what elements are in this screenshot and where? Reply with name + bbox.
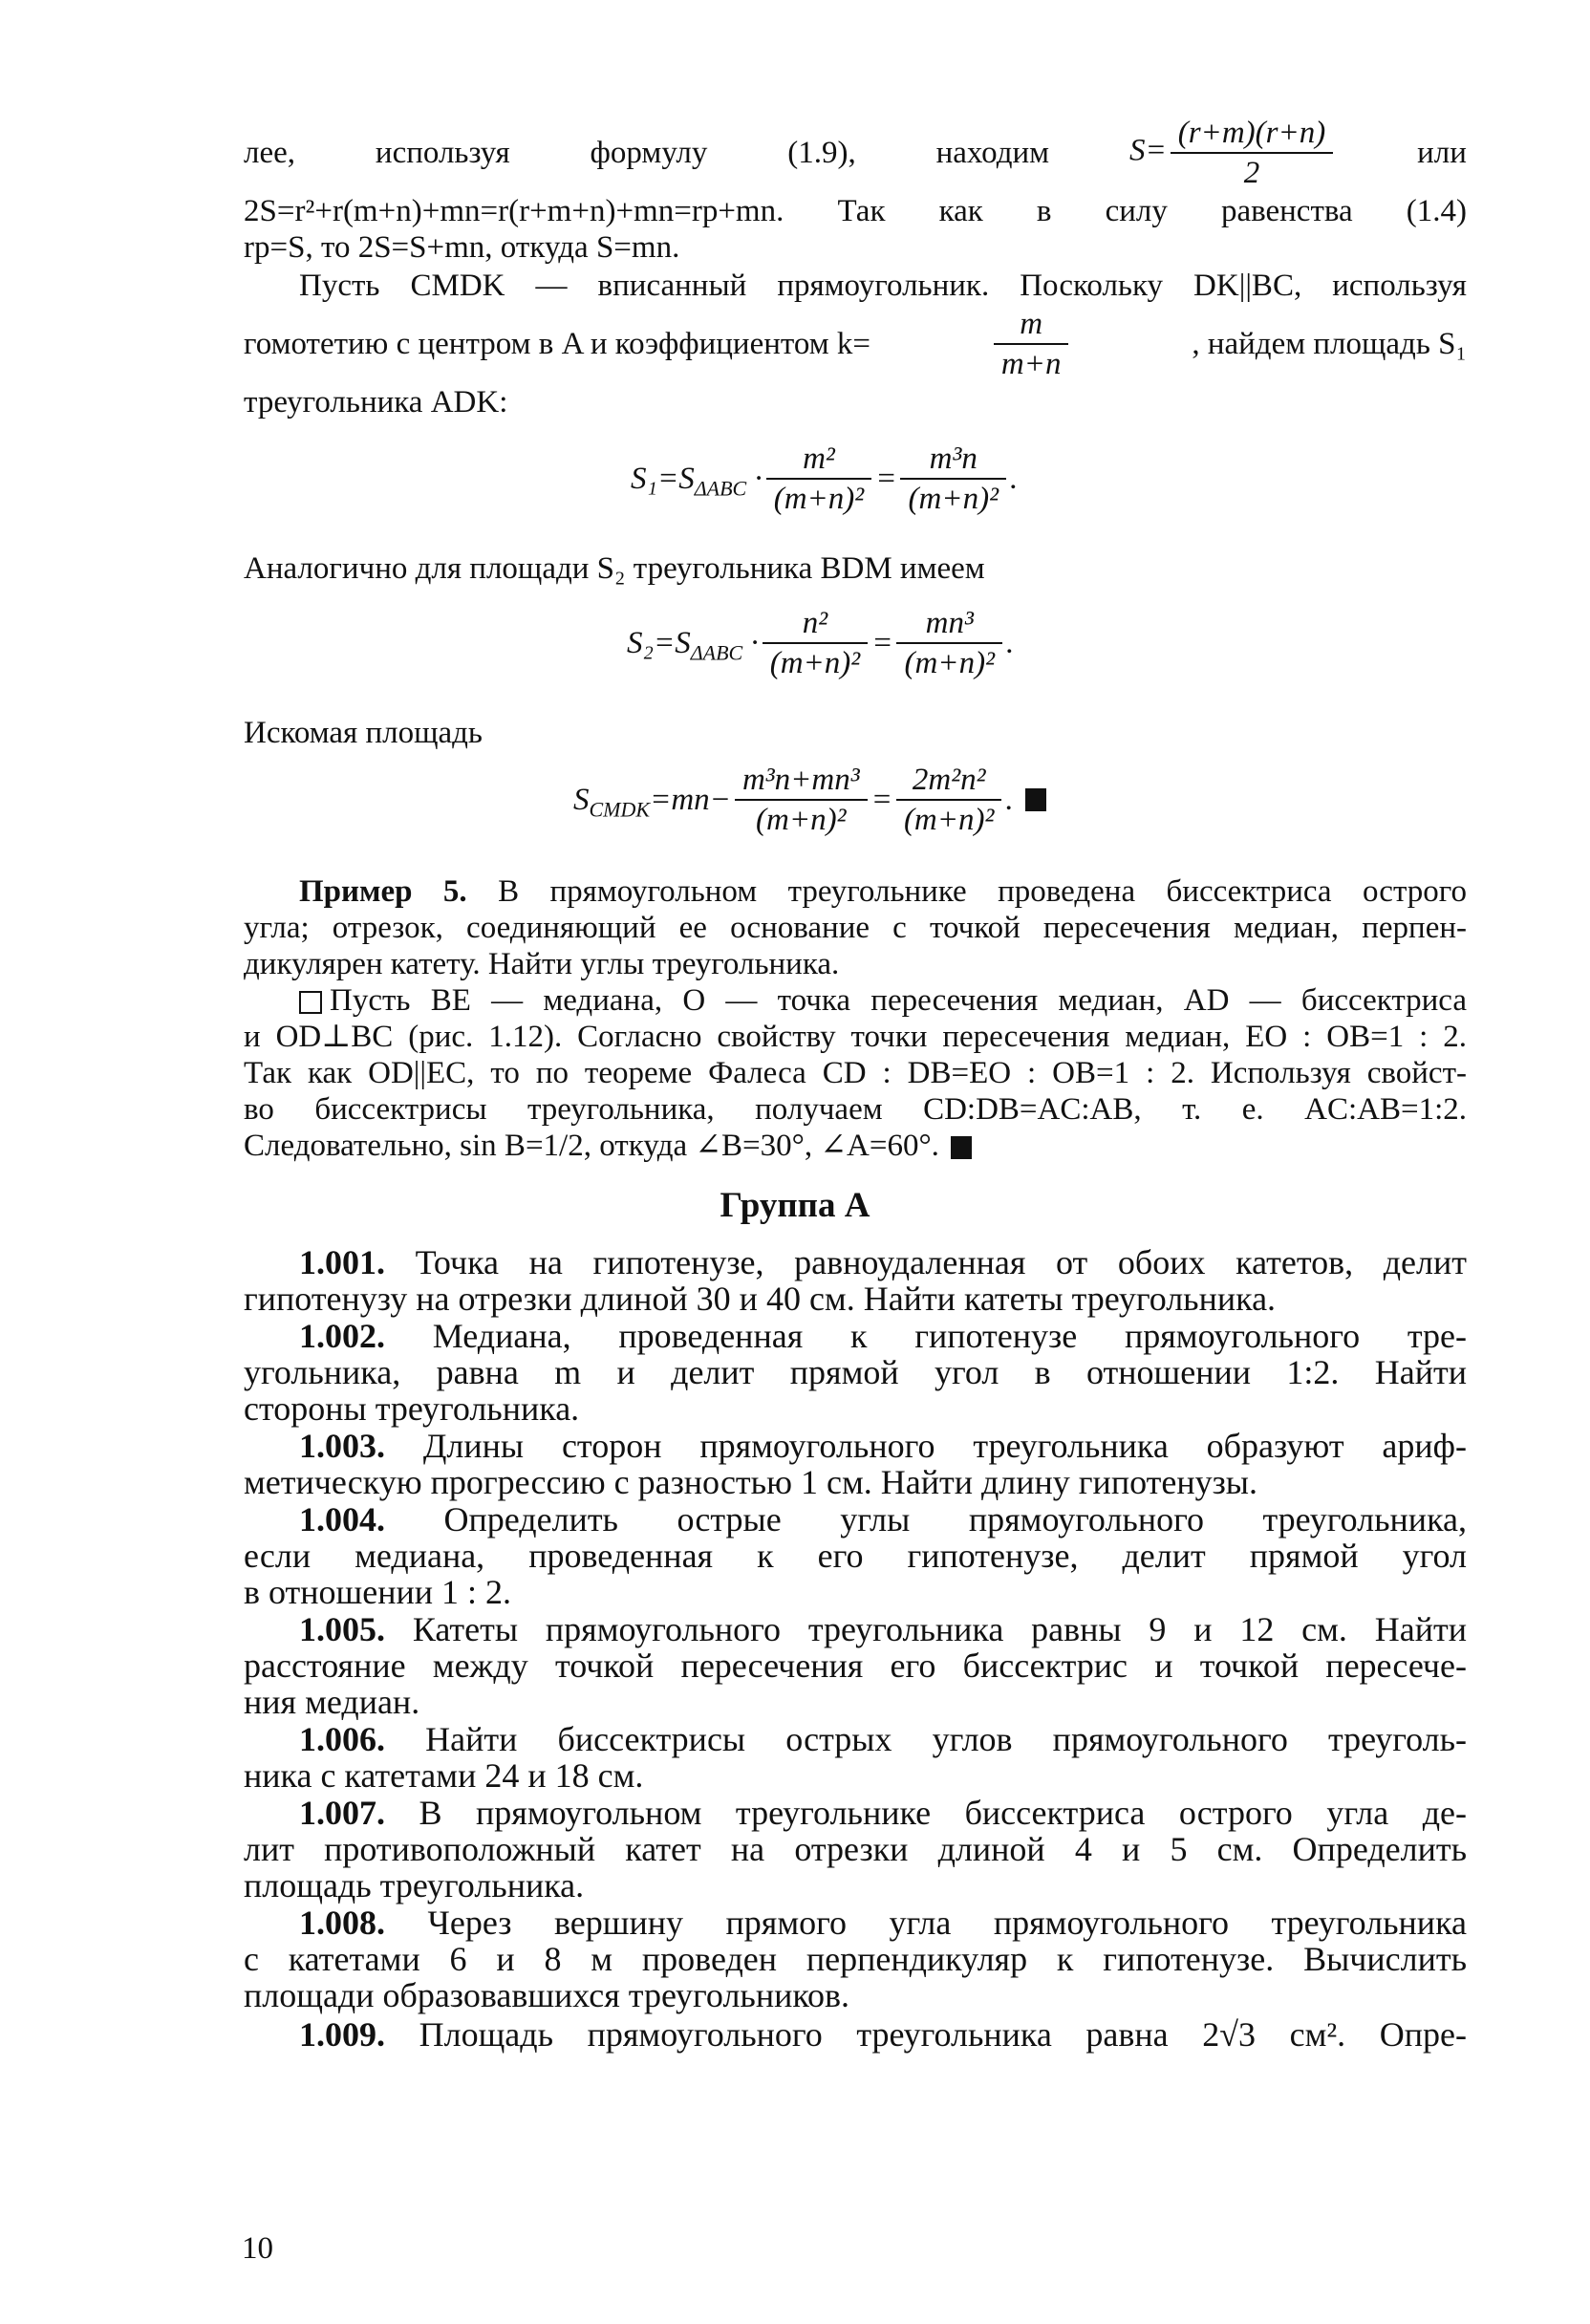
fraction-numerator: mn³ — [896, 604, 1001, 644]
intro-word: формулу — [590, 136, 708, 170]
formula-lhs-rest: =mn− — [650, 782, 731, 817]
intro-paragraph — [244, 113, 1467, 266]
fraction-denominator: m+n — [1000, 347, 1062, 381]
problem-text: Длины сторон прямоугольного треугольника образуют ариф- — [385, 1427, 1467, 1465]
solution-start-square-icon — [299, 991, 322, 1014]
rect-line-1: Пусть CMDK — вписанный прямоугольник. Поскольку DK||BC, используя — [299, 269, 1467, 303]
formula-s2: $S_2=S_{\Delta ABC}$ · $\frac{\text{n²}}{\text{(m+n)²}}$ = $\frac{\text{mn³}}{\text{(m+n)²}}$ . — [627, 606, 1015, 680]
problem-line — [244, 1795, 1467, 1831]
fraction-denominator: (m+n)² — [769, 646, 861, 680]
fraction-numerator: m — [994, 305, 1069, 345]
rect-line-2-end: , найдем площадь S₁ — [1192, 327, 1467, 361]
sought-line — [244, 715, 1467, 751]
problem-line: лит противоположный катет на отрезки длиной 4 и 5 см. Определить — [244, 1830, 1467, 1868]
fraction-denominator: (m+n)² — [904, 646, 995, 680]
problem-line: ния медиан. — [244, 1683, 420, 1721]
example5-line-1 — [244, 873, 1467, 910]
solution5-line-1 — [244, 982, 1467, 1019]
rect-line-2 — [244, 304, 1467, 384]
problem-text: Через вершину прямого угла прямоугольного треугольника — [385, 1904, 1467, 1942]
formula-s-lhs: S= — [1128, 133, 1167, 168]
intro-word: находим — [935, 136, 1050, 170]
problem-number: 1.001. — [299, 1243, 385, 1281]
formula-subscript: ΔABC — [690, 640, 743, 665]
problem-1-009 — [244, 2016, 1467, 2053]
problem-text: Найти биссектрисы острых углов прямоугольного треуголь- — [385, 1720, 1467, 1758]
solution5-line-3: Так как OD||EC, то по теореме Фалеса CD : DB=EO : OB=1 : 2. Используя свойст- — [244, 1056, 1467, 1090]
page-number: 10 — [242, 2231, 273, 2266]
intro-line-3: rp=S, то 2S=S+mn, откуда S=mn. — [244, 230, 680, 265]
problem-line: расстояние между точкой пересечения его биссектрис и точкой пересече- — [244, 1646, 1467, 1685]
problem-number: 1.004. — [299, 1500, 385, 1539]
problem-line: в отношении 1 : 2. — [244, 1573, 512, 1611]
problem-1-005 — [244, 1611, 1467, 1720]
problem-number: 1.006. — [299, 1720, 385, 1758]
rect-line-2-start: гомотетию с центром в A и коэффициентом k= — [244, 327, 870, 361]
problem-text: Площадь прямоугольного треугольника равна 2√3 см². Опре- — [385, 2015, 1467, 2054]
rect-line-3: треугольника ADK: — [244, 385, 508, 420]
solution5-line-4: во биссектрисы треугольника, получаем CD:DB=AC:AB, т. е. AC:AB=1:2. — [244, 1092, 1467, 1127]
example-text: В прямоугольном треугольнике проведена биссектриса острого — [466, 874, 1467, 909]
fraction-numerator: (r+m)(r+n) — [1171, 114, 1334, 154]
problem-line — [244, 1318, 1467, 1354]
problem-1-003 — [244, 1428, 1467, 1500]
rectangle-paragraph — [244, 268, 1467, 420]
formula-subscript: ΔABC — [694, 476, 747, 501]
fraction-denominator: 2 — [1243, 156, 1260, 190]
problem-line: если медиана, проведенная к его гипотенузе, делит прямой угол — [244, 1537, 1467, 1575]
formula-lhs: S₂=S — [627, 625, 691, 660]
problem-line — [244, 1244, 1467, 1280]
problem-line — [244, 1721, 1467, 1757]
problem-1-007 — [244, 1795, 1467, 1904]
intro-word: (1.9), — [787, 136, 856, 170]
solution5-line-2: и OD⊥BC (рис. 1.12). Согласно свойству точки пересечения медиан, EO : OB=1 : 2. — [244, 1020, 1467, 1054]
problem-number: 1.005. — [299, 1610, 385, 1648]
problem-1-001 — [244, 1244, 1467, 1317]
problem-number: 1.008. — [299, 1904, 385, 1942]
formula-s-fraction — [1129, 114, 1337, 192]
problem-1-004 — [244, 1501, 1467, 1610]
problem-number: 1.003. — [299, 1427, 385, 1465]
problem-line: стороны треугольника. — [244, 1389, 580, 1428]
fraction-denominator: (m+n)² — [773, 482, 865, 516]
problem-1-008 — [244, 1904, 1467, 2013]
problem-number: 1.002. — [299, 1317, 385, 1355]
fraction-numerator: 2m²n² — [896, 761, 1001, 801]
fraction-denominator: (m+n)² — [908, 482, 999, 516]
problem-line: площадь треугольника. — [244, 1866, 585, 1904]
intro-line-2: 2S=r²+r(m+n)+mn=r(r+m+n)+mn=rp+mn. Так как в силу равенства (1.4) — [244, 194, 1467, 228]
problem-number: 1.007. — [299, 1794, 385, 1832]
problem-line — [244, 1428, 1467, 1464]
analog-line — [244, 550, 1467, 587]
fraction-numerator: m³n+mn³ — [735, 761, 868, 801]
problem-text: Катеты прямоугольного треугольника равны 9 и 12 см. Найти — [385, 1610, 1467, 1648]
problem-text: Точка на гипотенузе, равноудаленная от обоих катетов, делит — [385, 1243, 1467, 1281]
intro-word: лее, — [244, 136, 296, 170]
problem-line — [244, 1611, 1467, 1647]
solution5-line-5 — [244, 1128, 1467, 1164]
solution-text: Пусть BE — медиана, O — точка пересечения медиан, AD — биссектриса — [330, 983, 1467, 1018]
problem-line: с катетами 6 и 8 м проведен перпендикуляр к гипотенузе. Вычислить — [244, 1940, 1467, 1978]
formula-lhs: S — [573, 782, 590, 817]
fraction-denominator: (m+n)² — [903, 803, 995, 837]
problem-line: метическую прогрессию с разностью 1 см. Найти длину гипотенузы. — [244, 1463, 1257, 1501]
sought-text: Искомая площадь — [244, 716, 483, 750]
problem-line: угольника, равна m и делит прямой угол в отношении 1:2. Найти — [244, 1353, 1467, 1391]
solution-5 — [244, 982, 1467, 1164]
group-heading: Группа А — [720, 1186, 870, 1225]
fraction-denominator: (m+n)² — [756, 803, 847, 837]
problem-number: 1.009. — [299, 2015, 385, 2054]
problem-text: Медиана, проведенная к гипотенузе прямоугольного тре- — [385, 1317, 1467, 1355]
intro-line-1 — [244, 113, 1467, 193]
problem-line — [244, 1501, 1467, 1538]
fraction-numerator: n² — [763, 604, 868, 644]
formula-lhs: S₁=S — [631, 461, 695, 496]
problem-text: В прямоугольном треугольнике биссектриса острого угла де- — [385, 1794, 1467, 1832]
example-5 — [244, 873, 1467, 982]
problem-line: гипотенузу на отрезки длиной 30 и 40 см. Найти катеты треугольника. — [244, 1280, 1277, 1318]
end-of-proof-square-icon — [951, 1136, 972, 1159]
problem-line: ника с катетами 24 и 18 см. — [244, 1756, 644, 1795]
fraction-numerator: m² — [766, 440, 871, 480]
formula-subscript: CMDK — [589, 797, 651, 822]
solution-text: Следовательно, sin B=1/2, откуда ∠B=30°, ∠A=60°. — [244, 1129, 939, 1163]
end-of-proof-square-icon — [1025, 788, 1046, 811]
intro-word: используя — [375, 136, 510, 170]
problem-line — [244, 2016, 1467, 2053]
problem-text: Определить острые углы прямоугольного треугольника, — [385, 1500, 1467, 1539]
problem-line: площади образовавшихся треугольников. — [244, 1976, 850, 2014]
fraction-numerator: m³n — [900, 440, 1005, 480]
problem-line — [244, 1904, 1467, 1941]
example5-line-3: дикулярен катету. Найти углы треугольника. — [244, 947, 840, 981]
example-label: Пример 5. — [299, 874, 467, 909]
problem-1-006 — [244, 1721, 1467, 1794]
intro-word: или — [1417, 136, 1467, 170]
example5-line-2: угла; отрезок, соединяющий ее основание с точкой пересечения медиан, перпен- — [244, 911, 1467, 945]
analog-text: Аналогично для площади S₂ треугольника BDM имеем — [244, 551, 985, 586]
problem-1-002 — [244, 1318, 1467, 1427]
formula-scmdk: $S_{CMDK}=mn-$ $\frac{\text{m³n+mn³}}{\text{(m+n)²}}$ = $\frac{\text{2m²n²}}{\text{(m+n)²}}$ . — [573, 761, 1046, 839]
formula-s1: $S_1=S_{\Delta ABC}$ · $\frac{\text{m²}}{\text{(m+n)²}}$ = $\frac{\text{m³n}}{\text{(m+n)²}}$ . — [631, 441, 1019, 516]
